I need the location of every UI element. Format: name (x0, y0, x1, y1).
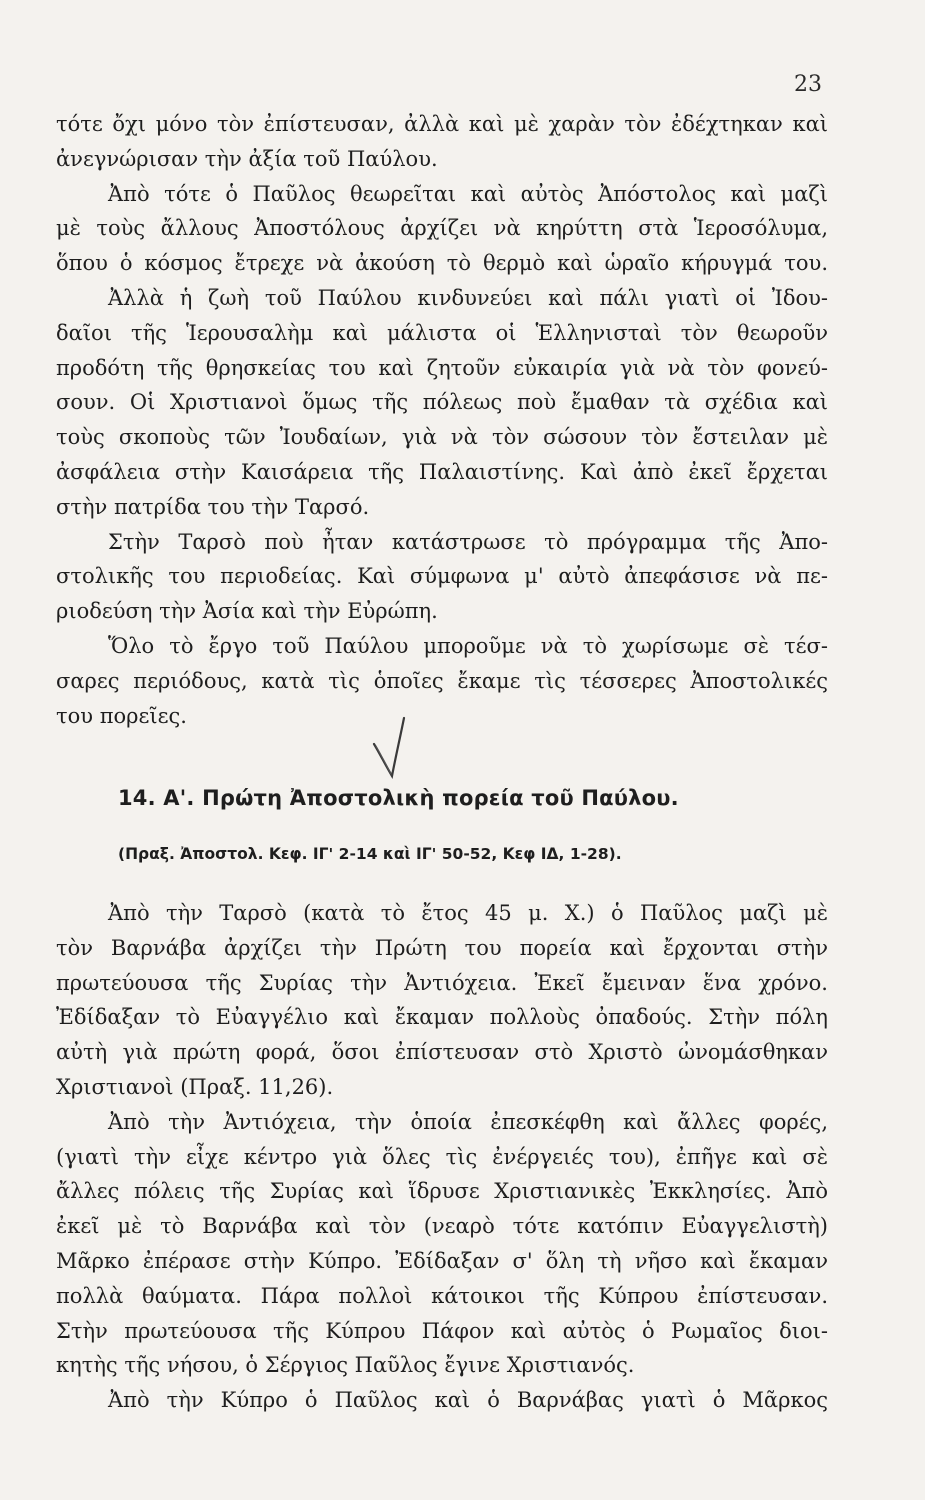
text-line: μὲ τοὺς ἄλλους Ἀποστόλους ἀρχίζει νὰ κηρύττη στὰ Ἱεροσόλυμα, (56, 216, 828, 241)
text-line: δαῖοι τῆς Ἱερουσαλὴμ καὶ μάλιστα οἱ Ἑλληνισταὶ τὸν θεωροῦν (56, 320, 828, 345)
text-line: σουν. Οἱ Χριστιανοὶ ὅμως τῆς πόλεως ποὺ ἔμαθαν τὰ σχέδια καὶ (56, 390, 828, 415)
text-line: στὴν πατρίδα του τὴν Ταρσό. (56, 494, 370, 519)
section-reference: (Πραξ. Ἀποστολ. Κεφ. ΙΓ' 2-14 καὶ ΙΓ' 50-52, Κεφ ΙΔ, 1-28). (118, 845, 622, 863)
text-line: ἀνεγνώρισαν τὴν ἀξία τοῦ Παύλου. (56, 146, 438, 171)
text-line: πολλὰ θαύματα. Πάρα πολλοὶ κάτοικοι τῆς Κύπρου ἐπίστευσαν. (56, 1283, 828, 1308)
text-line: αὐτὴ γιὰ πρώτη φορά, ὅσοι ἐπίστευσαν στὸ Χριστὸ ὠνομάσθηκαν (56, 1040, 828, 1065)
text-line: Ἀπὸ τότε ὁ Παῦλος θεωρεῖται καὶ αὐτὸς Ἀπόστολος καὶ μαζὶ (108, 181, 828, 206)
text-line: Ἀπὸ τὴν Ἀντιόχεια, τὴν ὁποία ἐπεσκέφθη καὶ ἄλλες φορές, (108, 1109, 828, 1134)
text-line: τὸν Βαρνάβα ἀρχίζει τὴν Πρώτη του πορεία καὶ ἔρχονται στὴν (56, 935, 828, 960)
text-line: (γιατὶ τὴν εἶχε κέντρο γιὰ ὅλες τὶς ἐνέργειές του), ἐπῆγε καὶ σὲ (56, 1144, 828, 1169)
text-line: ὅπου ὁ κόσμος ἔτρεχε νὰ ἀκούση τὸ θερμὸ καὶ ὡραῖο κήρυγμά του. (56, 251, 828, 276)
body-text-top (56, 107, 828, 733)
text-line: ἄλλες πόλεις τῆς Συρίας καὶ ἵδρυσε Χριστιανικὲς Ἐκκλησίες. Ἀπὸ (56, 1179, 828, 1204)
text-line: Ἀλλὰ ἡ ζωὴ τοῦ Παύλου κινδυνεύει καὶ πάλι γιατὶ οἱ Ἰδου- (108, 285, 828, 310)
text-line: ριοδεύση τὴν Ἀσία καὶ τὴν Εὐρώπη. (56, 599, 438, 624)
text-line: τότε ὄχι μόνο τὸν ἐπίστευσαν, ἀλλὰ καὶ μὲ χαρὰν τὸν ἐδέχτηκαν καὶ (56, 112, 828, 136)
text-line: πρωτεύουσα τῆς Συρίας τὴν Ἀντιόχεια. Ἐκεῖ ἔμειναν ἕνα χρόνο. (56, 970, 828, 995)
text-line: Στὴν Ταρσὸ ποὺ ἦταν κατάστρωσε τὸ πρόγραμμα τῆς Ἀπο- (108, 529, 828, 554)
text-line: Μᾶρκο ἐπέρασε στὴν Κύπρο. Ἐδίδαξαν σ' ὅλη τὴ νῆσο καὶ ἔκαμαν (56, 1248, 828, 1273)
text-line: προδότη τῆς θρησκείας του καὶ ζητοῦν εὐκαιρία γιὰ νὰ τὸν φονεύ- (56, 355, 828, 380)
text-line: ἐκεῖ μὲ τὸ Βαρνάβα καὶ τὸν (νεαρὸ τότε κατόπιν Εὐαγγελιστὴ) (56, 1214, 828, 1239)
text-line: τοὺς σκοποὺς τῶν Ἰουδαίων, γιὰ νὰ τὸν σώσουν τὸν ἔστειλαν μὲ (56, 425, 828, 450)
text-line: Ἀπὸ τὴν Κύπρο ὁ Παῦλος καὶ ὁ Βαρνάβας γιατὶ ὁ Μᾶρκος (108, 1388, 828, 1413)
section-heading: 14. Α'. Πρώτη Ἀποστολικὴ πορεία τοῦ Παύλου. (118, 786, 679, 810)
text-line: Χριστιανοὶ (Πραξ. 11,26). (56, 1074, 334, 1099)
handwritten-check-mark (370, 714, 410, 780)
text-line: στολικῆς του περιοδείας. Καὶ σύμφωνα μ' αὐτὸ ἀπεφάσισε νὰ πε- (56, 564, 828, 589)
text-line: Στὴν πρωτεύουσα τῆς Κύπρου Πάφον καὶ αὐτὸς ὁ Ρωμαῖος διοι- (56, 1318, 828, 1343)
body-text-bottom (56, 896, 828, 1418)
text-line: κητὴς τῆς νήσου, ὁ Σέργιος Παῦλος ἔγινε Χριστιανός. (56, 1353, 635, 1378)
text-line: Ἐδίδαξαν τὸ Εὐαγγέλιο καὶ ἔκαμαν πολλοὺς ὀπαδούς. Στὴν πόλη (56, 1005, 828, 1030)
text-line: του πορεῖες. (56, 703, 187, 728)
page-number: 23 (794, 72, 822, 97)
text-line: ἀσφάλεια στὴν Καισάρεια τῆς Παλαιστίνης. Καὶ ἀπὸ ἐκεῖ ἔρχεται (56, 459, 828, 484)
text-line: Ἀπὸ τὴν Ταρσὸ (κατὰ τὸ ἔτος 45 μ. Χ.) ὁ Παῦλος μαζὶ μὲ (108, 901, 828, 925)
text-line: σαρες περιόδους, κατὰ τὶς ὁποῖες ἔκαμε τὶς τέσσερες Ἀποστολικές (56, 668, 828, 693)
text-line: Ὅλο τὸ ἔργο τοῦ Παύλου μποροῦμε νὰ τὸ χωρίσωμε σὲ τέσ- (108, 633, 828, 658)
